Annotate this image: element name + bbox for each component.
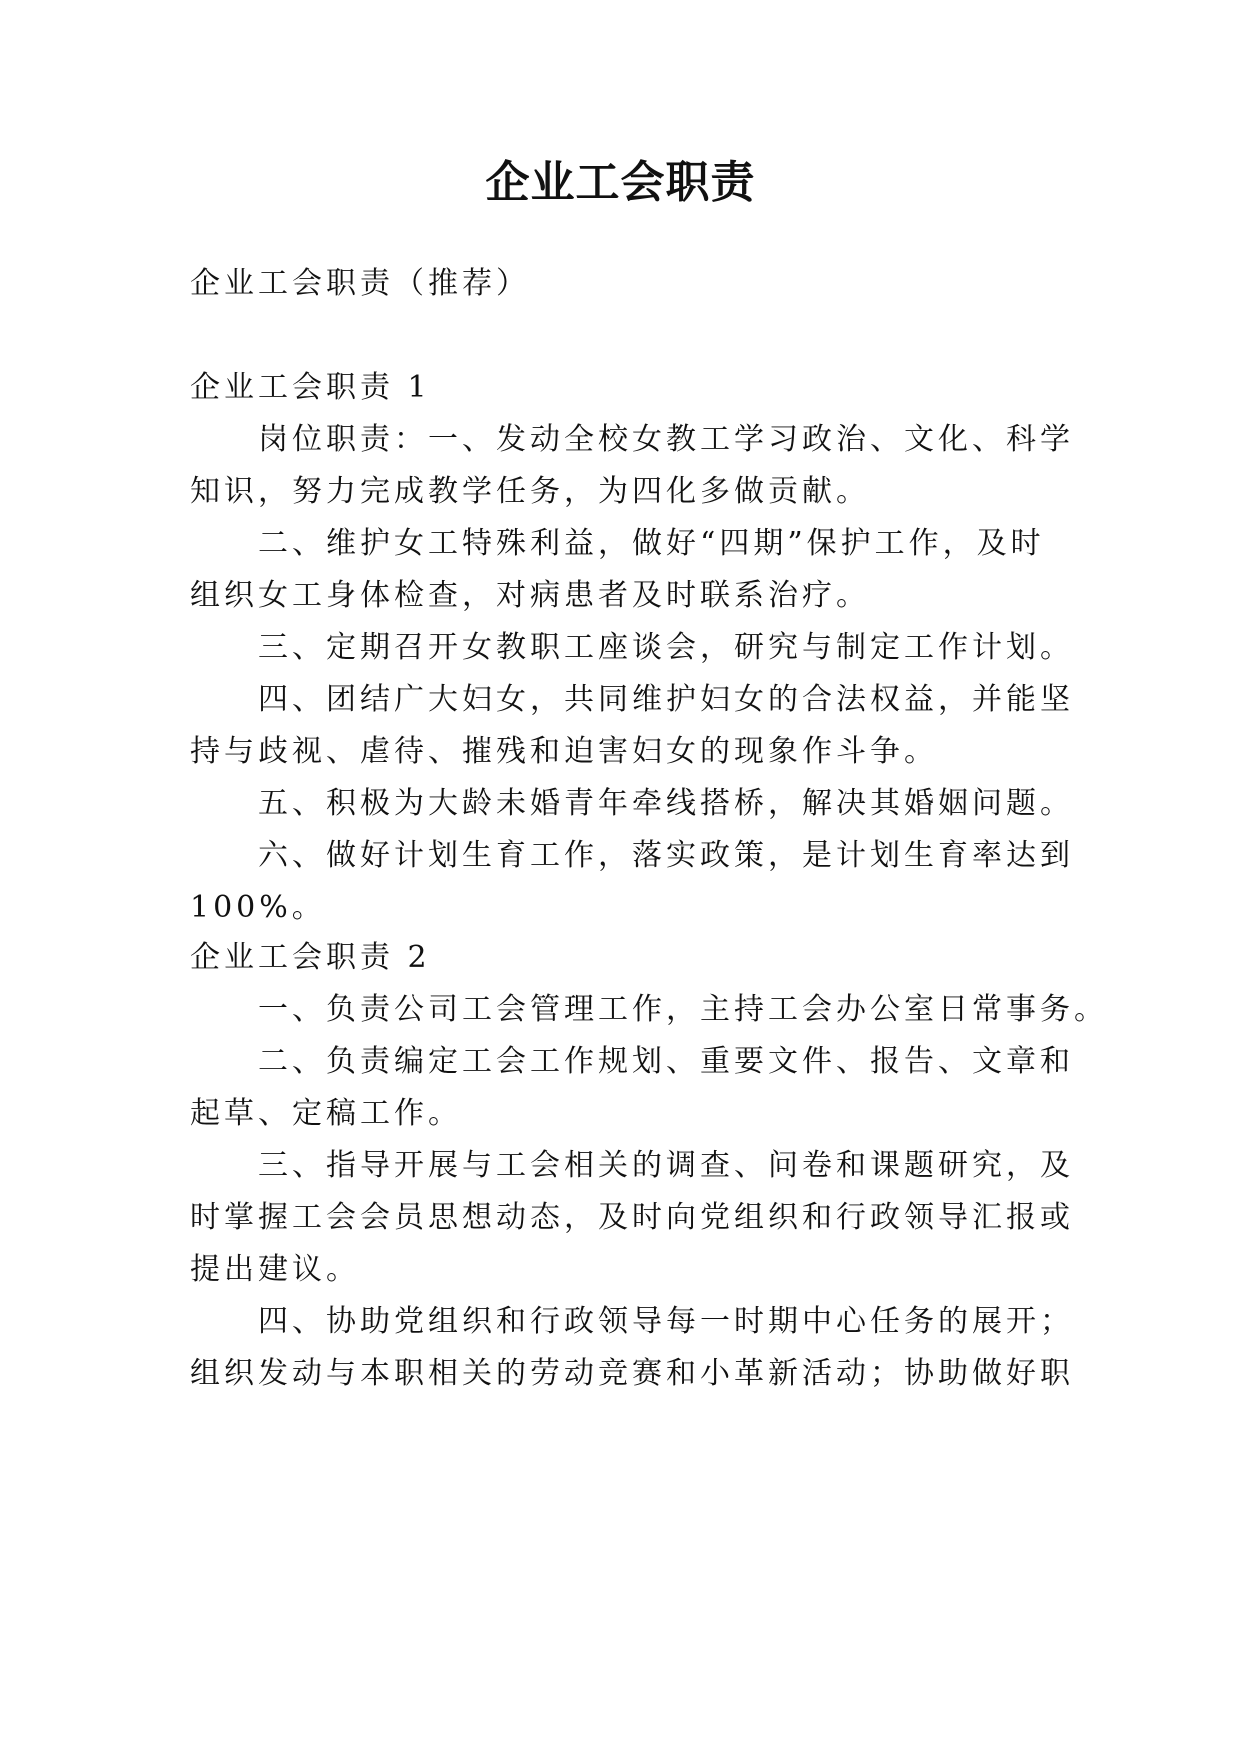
section-heading: 企业工会职责 1	[190, 370, 431, 405]
document-title: 企业工会职责	[485, 157, 756, 208]
paragraph-line: 知识，努力完成教学任务，为四化多做贡献。	[190, 474, 870, 509]
paragraph-line: 组织发动与本职相关的劳动竞赛和小革新活动；协助做好职	[190, 1356, 1074, 1391]
paragraph-line: 组织女工身体检查，对病患者及时联系治疗。	[190, 578, 870, 613]
document-subtitle: 企业工会职责（推荐）	[190, 266, 530, 301]
paragraph-line: 持与歧视、虐待、摧残和迫害妇女的现象作斗争。	[190, 734, 938, 769]
paragraph-line: 四、协助党组织和行政领导每一时期中心任务的展开；	[258, 1304, 1074, 1339]
section-heading: 企业工会职责 2	[190, 940, 431, 975]
paragraph-line: 一、负责公司工会管理工作，主持工会办公室日常事务。	[258, 992, 1108, 1027]
paragraph-line: 五、积极为大龄未婚青年牵线搭桥，解决其婚姻问题。	[258, 786, 1074, 821]
paragraph-line: 三、定期召开女教职工座谈会，研究与制定工作计划。	[258, 630, 1074, 665]
paragraph-line: 100%。	[190, 890, 326, 925]
paragraph-line: 三、指导开展与工会相关的调查、问卷和课题研究，及	[258, 1148, 1074, 1183]
paragraph-line: 起草、定稿工作。	[190, 1096, 462, 1131]
paragraph-line: 六、做好计划生育工作，落实政策，是计划生育率达到	[258, 838, 1074, 873]
paragraph-line: 四、团结广大妇女，共同维护妇女的合法权益，并能坚	[258, 682, 1074, 717]
paragraph-line: 岗位职责：一、发动全校女教工学习政治、文化、科学	[258, 422, 1074, 457]
paragraph-line: 提出建议。	[190, 1252, 360, 1287]
paragraph-line: 二、维护女工特殊利益，做好“四期”保护工作，及时	[258, 526, 1045, 561]
paragraph-line: 时掌握工会会员思想动态，及时向党组织和行政领导汇报或	[190, 1200, 1074, 1235]
paragraph-line: 二、负责编定工会工作规划、重要文件、报告、文章和	[258, 1044, 1074, 1079]
